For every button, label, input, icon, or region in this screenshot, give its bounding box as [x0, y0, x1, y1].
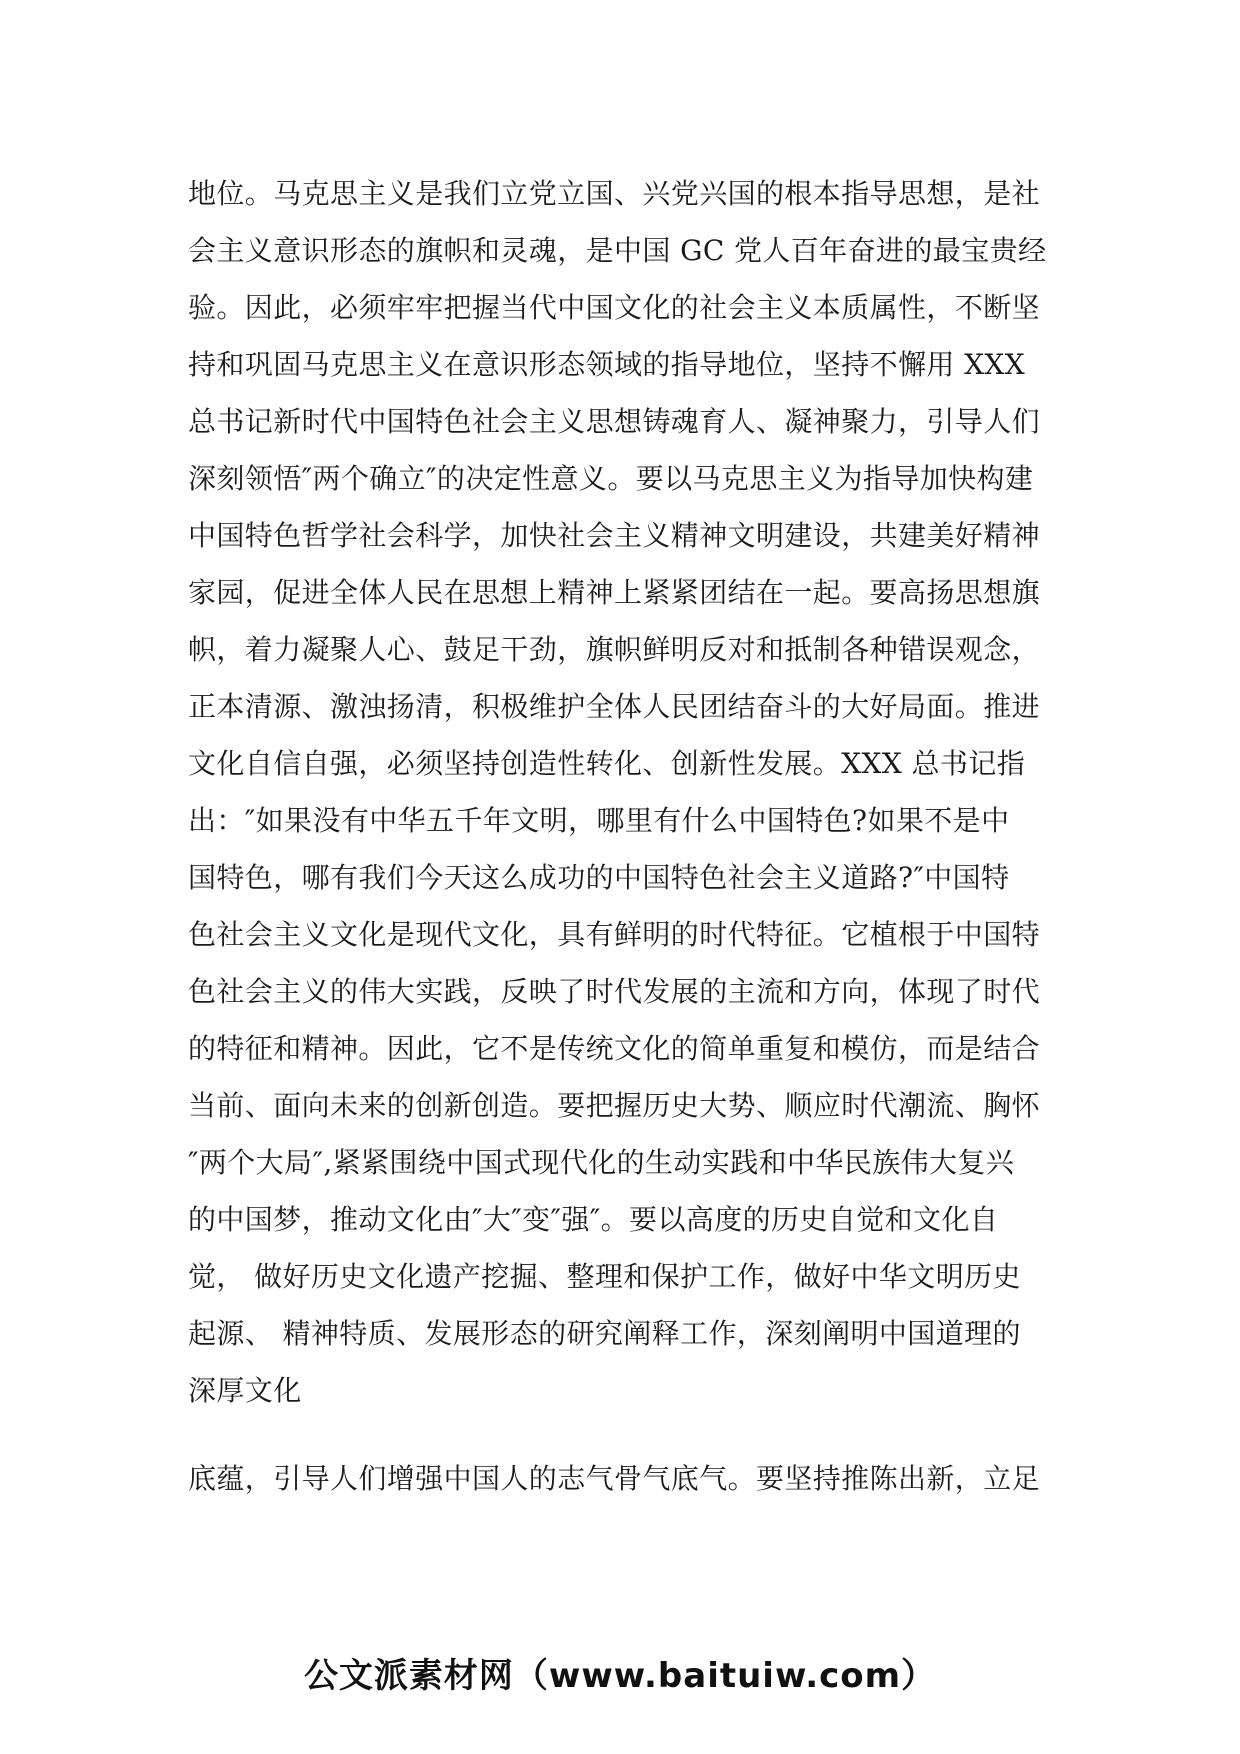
text-line: 家园，促进全体人民在思想上精神上紧紧团结在一起。要高扬思想旗 — [188, 576, 1041, 609]
text-line: 深厚文化 — [188, 1374, 302, 1407]
text-line: 持和巩固马克思主义在意识形态领域的指导地位，坚持不懈用 XXX — [188, 348, 1026, 381]
text-line: 底蕴，引导人们增强中国人的志气骨气底气。要坚持推陈出新，立足 — [188, 1462, 1041, 1495]
text-line: 验。因此，必须牢牢把握当代中国文化的社会主义本质属性，不断坚 — [188, 291, 1041, 324]
text-line: 国特色，哪有我们今天这么成功的中国特色社会主义道路?″中国特 — [188, 861, 1010, 894]
text-line: 色社会主义文化是现代文化，具有鲜明的时代特征。它植根于中国特 — [188, 918, 1041, 951]
text-line: ″两个大局″,紧紧围绕中国式现代化的生动实践和中华民族伟大复兴 — [188, 1146, 1015, 1179]
document-body — [188, 165, 1068, 1507]
text-line: 觉， 做好历史文化遗产挖掘、整理和保护工作，做好中华文明历史 — [188, 1260, 1021, 1293]
text-line: 帜，着力凝聚人心、鼓足干劲，旗帜鲜明反对和抵制各种错误观念， — [188, 633, 1041, 666]
text-line: 的特征和精神。因此，它不是传统文化的简单重复和模仿，而是结合 — [188, 1032, 1041, 1065]
text-line: 出：″如果没有中华五千年文明，哪里有什么中国特色?如果不是中 — [188, 804, 1010, 837]
text-line: 深刻领悟″两个确立″的决定性意义。要以马克思主义为指导加快构建 — [188, 462, 1034, 495]
footer-watermark: 公文派素材网（www.baituiw.com） — [303, 1656, 937, 1696]
text-line: 中国特色哲学社会科学，加快社会主义精神文明建设，共建美好精神 — [188, 519, 1041, 552]
text-line: 会主义意识形态的旗帜和灵魂，是中国 GC 党人百年奋进的最宝贵经 — [188, 234, 1047, 267]
text-line: 正本清源、激浊扬清，积极维护全体人民团结奋斗的大好局面。推进 — [188, 690, 1041, 723]
text-line: 总书记新时代中国特色社会主义思想铸魂育人、凝神聚力，引导人们 — [188, 405, 1041, 438]
text-line: 色社会主义的伟大实践，反映了时代发展的主流和方向，体现了时代 — [188, 975, 1041, 1008]
text-line: 当前、面向未来的创新创造。要把握历史大势、顺应时代潮流、胸怀 — [188, 1089, 1041, 1122]
text-line: 起源、 精神特质、发展形态的研究阐释工作，深刻阐明中国道理的 — [188, 1317, 1021, 1350]
text-line: 的中国梦，推动文化由″大″变″强″。要以高度的历史自觉和文化自 — [188, 1203, 999, 1236]
text-line: 地位。马克思主义是我们立党立国、兴党兴国的根本指导思想，是社 — [188, 177, 1041, 210]
text-line: 文化自信自强，必须坚持创造性转化、创新性发展。XXX 总书记指 — [188, 747, 1026, 780]
